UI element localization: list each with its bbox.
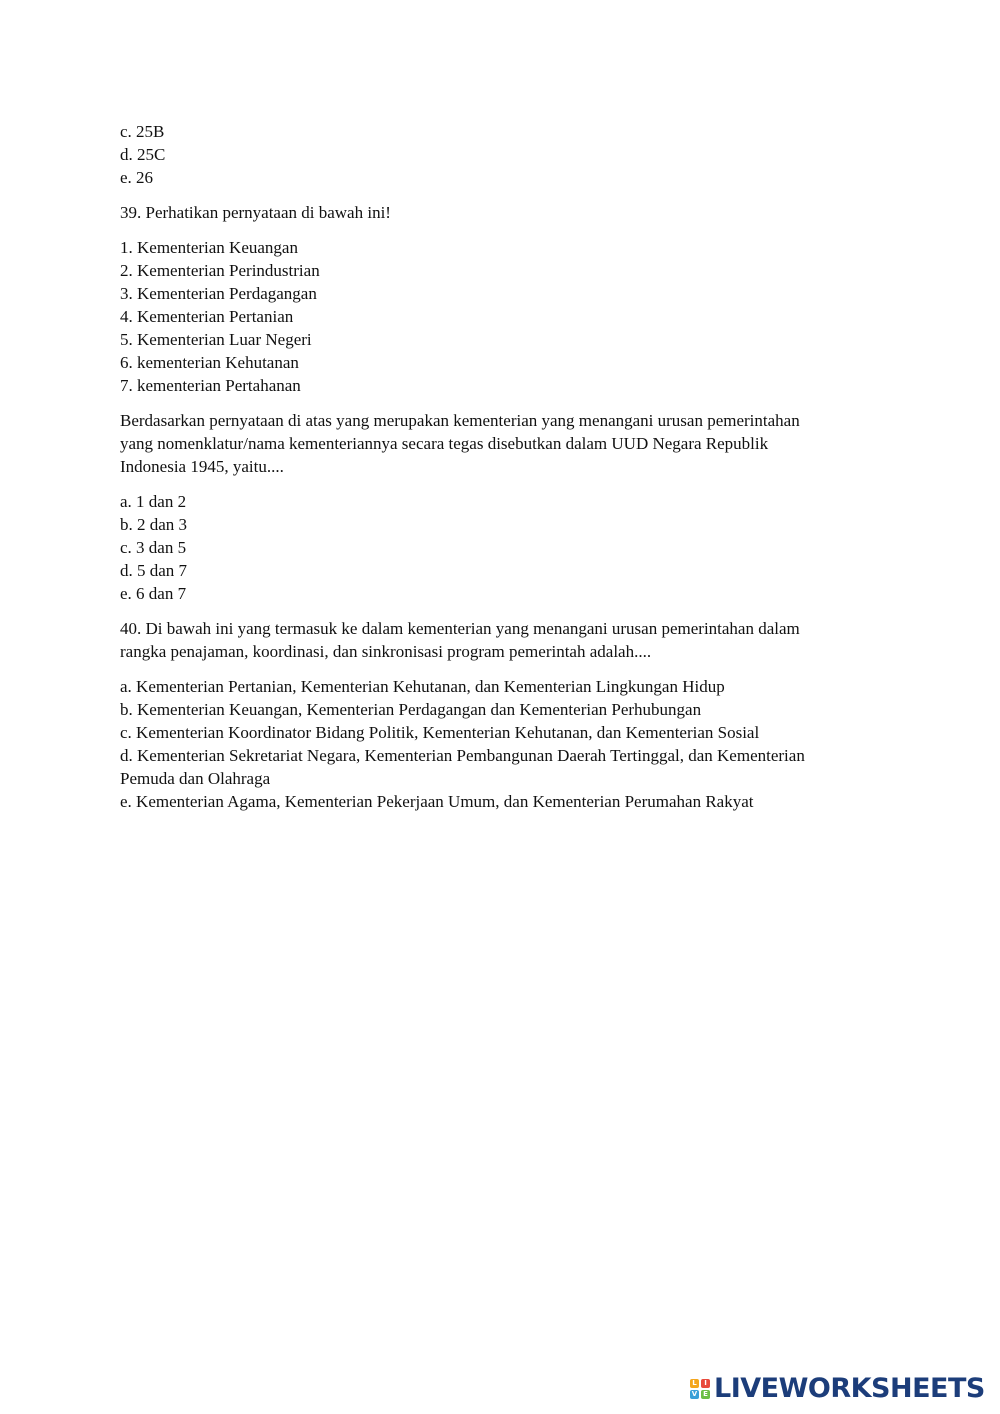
question-39-text — [120, 409, 880, 478]
statement-item: 7. kementerian Pertahanan — [120, 376, 301, 395]
option-d: d. 25C — [120, 145, 166, 164]
answer-option[interactable]: d. 5 dan 7 — [120, 561, 188, 580]
answer-option[interactable]: b. Kementerian Keuangan, Kementerian Perdagangan dan Kementerian Perhubungan — [120, 700, 702, 719]
question-39-stem — [120, 201, 880, 224]
answer-option[interactable]: a. 1 dan 2 — [120, 492, 187, 511]
logo-tile: I — [701, 1379, 710, 1388]
liveworksheets-logo — [690, 1374, 985, 1404]
worksheet-page — [120, 120, 880, 813]
logo-tile: E — [701, 1390, 710, 1399]
statement-item: 5. Kementerian Luar Negeri — [120, 330, 312, 349]
question-39-statement-list — [120, 236, 880, 397]
answer-option[interactable]: e. 6 dan 7 — [120, 584, 187, 603]
answer-option[interactable]: e. Kementerian Agama, Kementerian Pekerjaan Umum, dan Kementerian Perumahan Rakyat — [120, 792, 754, 811]
prev-question-options — [120, 120, 880, 189]
answer-option-continuation: Pemuda dan Olahraga — [120, 769, 271, 788]
question-line: 40. Di bawah ini yang termasuk ke dalam kementerian yang menangani urusan pemerintahan dalam — [120, 619, 800, 638]
answer-option[interactable]: c. Kementerian Koordinator Bidang Politik, Kementerian Kehutanan, dan Kementerian Sosial — [120, 723, 760, 742]
logo-tile: L — [690, 1379, 699, 1388]
answer-option[interactable]: d. Kementerian Sekretariat Negara, Kementerian Pembangunan Daerah Tertinggal, dan Kementerian — [120, 746, 805, 765]
statement-item: 4. Kementerian Pertanian — [120, 307, 294, 326]
statement-item: 6. kementerian Kehutanan — [120, 353, 299, 372]
option-c: c. 25B — [120, 122, 165, 141]
question-39-title: 39. Perhatikan pernyataan di bawah ini! — [120, 203, 391, 222]
answer-option[interactable]: b. 2 dan 3 — [120, 515, 188, 534]
option-e: e. 26 — [120, 168, 154, 187]
question-39-options — [120, 490, 880, 605]
answer-option[interactable]: c. 3 dan 5 — [120, 538, 187, 557]
statement-item: 2. Kementerian Perindustrian — [120, 261, 320, 280]
logo-tile: V — [691, 1390, 698, 1398]
liveworksheets-logo-icon — [690, 1378, 710, 1400]
question-line: rangka penajaman, koordinasi, dan sinkronisasi program pemerintah adalah.... — [120, 642, 652, 661]
question-40-options — [120, 675, 880, 813]
statement-item: 1. Kementerian Keuangan — [120, 238, 298, 257]
question-line: yang nomenklatur/nama kementeriannya secara tegas disebutkan dalam UUD Negara Republik — [120, 434, 769, 453]
question-line: Indonesia 1945, yaitu.... — [120, 457, 284, 476]
question-40-text — [120, 617, 880, 663]
liveworksheets-logo-text: LIVEWORKSHEETS — [714, 1373, 985, 1404]
answer-option[interactable]: a. Kementerian Pertanian, Kementerian Kehutanan, dan Kementerian Lingkungan Hidup — [120, 677, 725, 696]
question-line: Berdasarkan pernyataan di atas yang merupakan kementerian yang menangani urusan pemerintahan — [120, 411, 800, 430]
statement-item: 3. Kementerian Perdagangan — [120, 284, 317, 303]
